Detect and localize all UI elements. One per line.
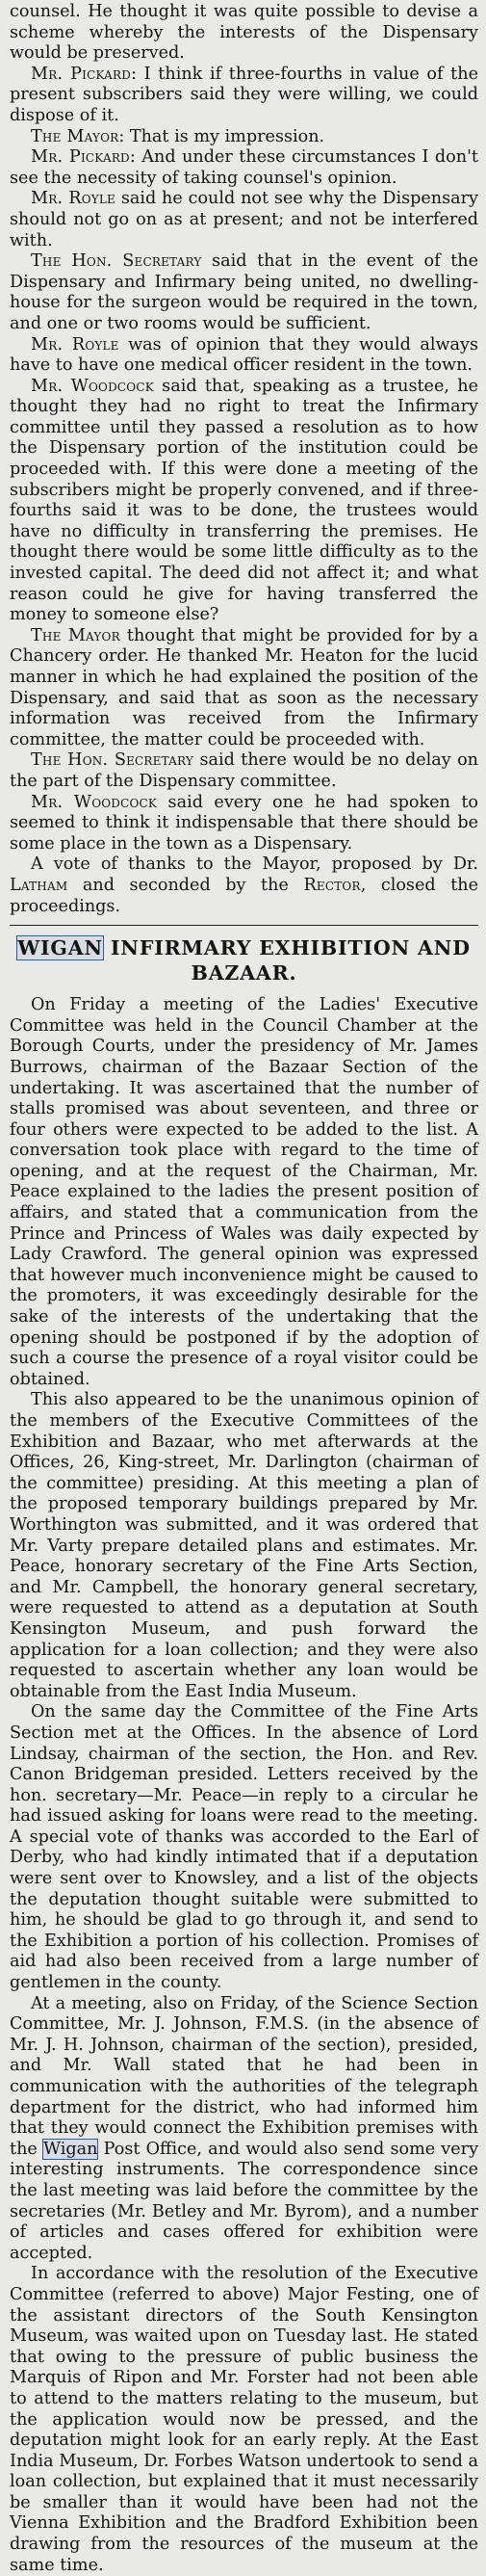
paragraph	[10, 750, 478, 792]
paragraph	[10, 127, 478, 148]
speaker-name: The Mayor	[31, 625, 120, 645]
paragraph-text: : I think if three-fourths in value of the present subscribers said they were willing, we could dispose of it.	[10, 64, 478, 125]
paragraph-text: said that, speaking as a trustee, he thought they had no right to treat the Infirmary committee until they passed a resolution as to how the Dispensary portion of the institution could be proceeded with. If this were done a meeting of the subscribers might be properly convened, and if three-fourths said it was to be done, the trustees would have no difficulty in transferring the premises. He thought there would be some little difficulty as to the invested capital. The deed did not affect it; and what reason could he give for having transferred the money to someone else?	[10, 376, 478, 625]
highlighted-term: Wigan	[42, 2139, 98, 2159]
paragraph-text: was of opinion that they would always have to have one medical officer resident in the town.	[10, 334, 478, 376]
speaker-name: Mr. Woodcock	[31, 792, 158, 812]
paragraph-text: : That is my impression.	[118, 126, 325, 146]
paragraph: On Friday a meeting of the Ladies' Executive Committee was held in the Council Chamber at the Borough Courts, under the presidency of Mr. James Burrows, chairman of the Bazaar Section of the undertaking. It was ascertained that the number of stalls promised was about seventeen, and three or four others were expected to be added to the list. A conversation took place with regard to the time of opening, and at the request of the Chairman, Mr. Peace explained to the ladies the present position of affairs, and stated that a communication from the Prince and Princess of Wales was daily expected by Lady Crawford. The general opinion was expressed that however much inconvenience might be caused to the promoters, it was exceedingly desirable for the sake of the interests of the undertaking that the opening should be postponed if by the adoption of such a course the presence of a royal visitor could be obtained.	[10, 995, 478, 1389]
article-heading	[10, 935, 478, 986]
paragraph	[10, 189, 478, 251]
paragraph-text: : And under these circumstances I don't see the necessity of taking counsel's opinion.	[10, 147, 478, 188]
paragraph-text: said that in the event of the Dispensary and Infirmary being united, no dwelling-house for the surgeon would be required in the town, and one or two rooms would be sufficient.	[10, 251, 479, 333]
paragraph-text: , closed the proceedings.	[10, 875, 479, 916]
section-divider	[10, 925, 478, 926]
highlighted-term: WIGAN	[17, 936, 103, 960]
paragraph-text: said he could not see why the Dispensary should not go on as at present; and not be interfered with.	[10, 189, 478, 250]
paragraph-text: thought that might be provided for by a Chancery order. He thanked Mr. Heaton for the lucid manner in which he had explained the position of the Dispensary, and said that as soon as the necessary information was received from the Infirmary committee, the matter could be proceeded with.	[10, 625, 479, 749]
paragraph-text: and seconded by the	[82, 875, 289, 895]
paragraph-text: said every one he had spoken to seemed to think it indispensable that there should be some place in the town as a Dispensary.	[10, 792, 479, 854]
paragraph-text: At a meeting, also on Friday, of the Science Section Committee, Mr. J. Johnson, F.M.S. (in the absence of Mr. J. H. Johnson, chairman of the section), presided, and Mr. Wall stated that he had been in communication with the authorities of the telegraph department for the district, who had informed him that they would connect the Exhibition premises with the	[10, 1993, 478, 2159]
paragraph	[10, 626, 478, 751]
speaker-name: Mr. Woodcock	[31, 376, 154, 396]
speaker-name: Mr. Pickard	[31, 147, 130, 168]
paragraph	[10, 1994, 478, 2265]
speaker-name: The Hon. Secretary	[31, 251, 202, 272]
paragraph: This also appeared to be the unanimous opinion of the members of the Executive Committees of the Exhibition and Bazaar, who met afterwards at the Offices, 26, King-street, Mr. Darlington (chairman of the committee) presiding. At this meeting a plan of the proposed temporary buildings prepared by Mr. Worthington was submitted, and it was ordered that Mr. Varty prepare detailed plans and estimates. Mr. Peace, honorary secretary of the Fine Arts Section, and Mr. Campbell, the honorary general secretary, were requested to attend as a deputation at South Kensington Museum, and push forward the application for a loan collection; and they were also requested to ascertain whether any loan would be obtainable from the East India Museum.	[10, 1390, 478, 1701]
paragraph: counsel. He thought it was quite possible to devise a scheme whereby the interests of the Dispensary would be preserved.	[10, 2, 478, 64]
heading-text: INFIRMARY EXHIBITION AND	[102, 936, 471, 960]
paragraph	[10, 251, 478, 334]
paragraph	[10, 65, 478, 127]
paragraph	[10, 377, 478, 626]
speaker-name: Mr. Royle	[31, 189, 115, 209]
person-name: Latham	[10, 875, 68, 895]
paragraph: In accordance with the resolution of the Executive Committee (referred to above) Major Festing, one of the assistant directors of the South Kensington Museum, was waited upon on Tuesday last. He stated that owing to the pressure of public business the Marquis of Ripon and Mr. Forster had not been able to attend to the matters relating to the museum, but the application would now be pressed, and the deputation might look for an early reply. At the East India Museum, Dr. Forbes Watson undertook to send a loan collection, but explained that it must necessarily be smaller than it would have been had not the Vienna Exhibition and the Bradford Exhibition been drawing from the resources of the museum at the same time.	[10, 2264, 478, 2575]
person-name: Rector	[303, 875, 361, 895]
speaker-name: Mr. Pickard	[31, 64, 132, 84]
heading-line: BAZAAR.	[191, 961, 297, 986]
paragraph-text: A vote of thanks to the Mayor, proposed by Dr.	[31, 854, 478, 875]
paragraph	[10, 854, 478, 917]
heading-line	[10, 935, 478, 960]
paragraph	[10, 147, 478, 189]
paragraph	[10, 793, 478, 855]
speaker-name: The Hon. Secretary	[31, 750, 194, 771]
speaker-name: The Mayor	[31, 126, 119, 146]
paragraph-text: Post Office, and would also send some very interesting instruments. The correspondence since the last meeting was laid before the committee by the secretaries (Mr. Betley and Mr. Byrom), and a number of articles and cases offered for exhibition were accepted.	[10, 2139, 479, 2263]
speaker-name: Mr. Royle	[31, 334, 119, 355]
paragraph-text: said there would be no delay on the part of the Dispensary committee.	[10, 750, 478, 791]
paragraph	[10, 335, 478, 377]
paragraph: On the same day the Committee of the Fine Arts Section met at the Offices. In the absence of Lord Lindsay, chairman of the section, the Hon. and Rev. Canon Bridgeman presided. Letters received by the hon. secretary—Mr. Peace—in reply to a circular he had issued asking for loans were read to the meeting. A special vote of thanks was accorded to the Earl of Derby, who had kindly intimated that if a deputation were sent over to Knowsley, and a list of the objects the deputation thought suitable were submitted to him, he should be glad to go through it, and send to the Exhibition a portion of his collection. Promises of aid had also been received from a large number of gentlemen in the county.	[10, 1702, 478, 1993]
